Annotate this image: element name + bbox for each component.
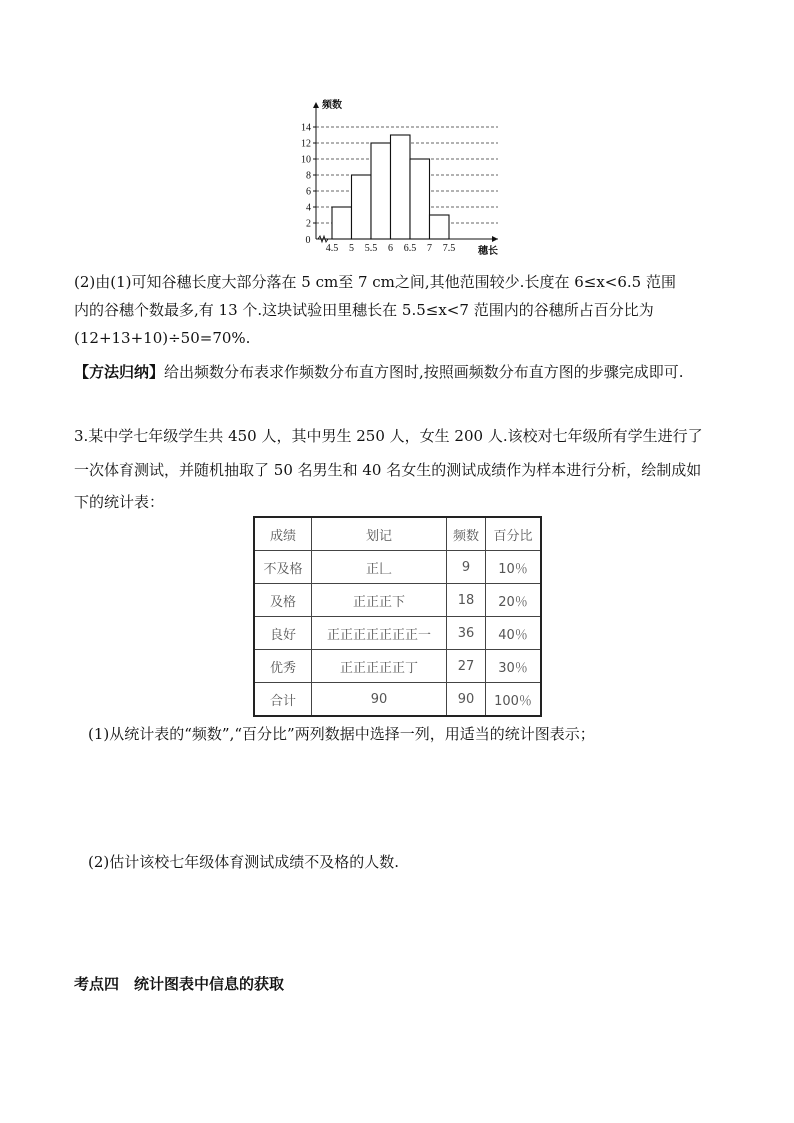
frequency-cell: 9 — [447, 551, 486, 584]
tally-cell: 正正正下 — [312, 584, 447, 617]
x-axis-label: 穗长 — [478, 246, 498, 257]
table-row — [254, 617, 541, 650]
percent-cell: 10％ — [486, 551, 542, 584]
frequency-cell: 90 — [447, 683, 486, 717]
question3-line1: 3.某中学七年级学生共 450 人，其中男生 250 人，女生 200 人.该校对七年级所有学生进行了 — [74, 427, 703, 445]
histogram-bar — [332, 207, 352, 239]
y-tick-label: 4 — [306, 202, 311, 214]
section-heading: 考点四 统计图表中信息的获取 — [74, 975, 285, 993]
tally-cell: 正正正正正丁 — [312, 650, 447, 683]
statistics-table — [253, 516, 542, 717]
frequency-cell: 36 — [447, 617, 486, 650]
y-tick-label: 10 — [301, 154, 311, 166]
y-tick-label: 6 — [306, 186, 311, 198]
table-row — [254, 683, 541, 717]
table-row — [254, 584, 541, 617]
x-tick-label: 6.5 — [403, 243, 417, 254]
y-tick-label: 2 — [306, 218, 311, 230]
x-tick-label: 7.5 — [442, 243, 456, 254]
tally-cell: 正𠃊 — [312, 551, 447, 584]
header-cell: 百分比 — [486, 517, 542, 551]
frequency-cell: 18 — [447, 584, 486, 617]
grade-cell: 合计 — [254, 683, 312, 717]
tally-cell: 正正正正正正正一 — [312, 617, 447, 650]
frequency-cell: 27 — [447, 650, 486, 683]
x-tick-label: 6 — [388, 243, 393, 254]
table-row — [254, 551, 541, 584]
x-tick-label: 4.5 — [325, 243, 339, 254]
frequency-histogram — [290, 96, 510, 260]
x-axis-arrow — [492, 236, 498, 242]
histogram-bar — [371, 143, 391, 239]
question3-sub2: (2)估计该校七年级体育测试成绩不及格的人数. — [88, 853, 400, 871]
method-tag: 【方法归纳】 — [74, 363, 165, 381]
origin-label: 0 — [305, 235, 311, 246]
table-header-row — [254, 517, 541, 551]
y-axis-arrow — [313, 102, 319, 108]
method-summary — [74, 358, 734, 386]
answer-part2-line1: (2)由(1)可知谷穗长度大部分落在 5 cm至 7 cm之间,其他范围较少.长度在 6≤x<6.5 范围 — [74, 273, 676, 291]
percent-cell: 20％ — [486, 584, 542, 617]
y-axis-label: 频数 — [322, 100, 342, 111]
histogram-bar — [391, 135, 411, 239]
x-tick-label: 5.5 — [364, 243, 378, 254]
percent-cell: 30％ — [486, 650, 542, 683]
question3-line3: 下的统计表： — [74, 493, 165, 511]
y-tick-label: 8 — [306, 170, 311, 182]
percent-cell: 40％ — [486, 617, 542, 650]
header-cell: 频数 — [447, 517, 486, 551]
question3-sub1: (1)从统计表的“频数”,“百分比”两列数据中选择一列，用适当的统计图表示； — [88, 725, 595, 743]
header-cell: 划记 — [312, 517, 447, 551]
y-tick-label: 12 — [301, 138, 311, 150]
header-cell: 成绩 — [254, 517, 312, 551]
grade-cell: 不及格 — [254, 551, 312, 584]
answer-part2-line3: (12+13+10)÷50=70%. — [74, 329, 251, 347]
answer-part2-line2: 内的谷穗个数最多,有 13 个.这块试验田里穗长在 5.5≤x<7 范围内的谷穗所占百分比为 — [74, 301, 654, 319]
histogram-bar — [352, 175, 372, 239]
tally-cell: 90 — [312, 683, 447, 717]
grade-cell: 及格 — [254, 584, 312, 617]
y-tick-label: 14 — [301, 122, 311, 134]
grade-cell: 良好 — [254, 617, 312, 650]
grade-cell: 优秀 — [254, 650, 312, 683]
histogram-bar — [430, 215, 450, 239]
x-tick-label: 5 — [349, 243, 354, 254]
percent-cell: 100％ — [486, 683, 542, 717]
table-row — [254, 650, 541, 683]
question3-line2: 一次体育测试，并随机抽取了 50 名男生和 40 名女生的测试成绩作为样本进行分析，绘制成如 — [74, 461, 702, 479]
x-tick-label: 7 — [427, 243, 432, 254]
method-text: 给出频数分布表求作频数分布直方图时,按照画频数分布直方图的步骤完成即可. — [164, 363, 684, 381]
histogram-bar — [410, 159, 430, 239]
